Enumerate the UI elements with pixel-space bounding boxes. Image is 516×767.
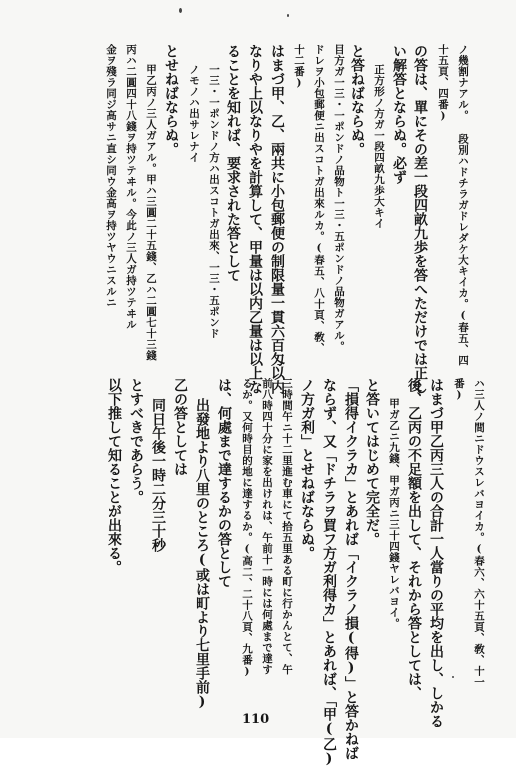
text-column: 同日午後一時二分三十秒	[150, 398, 166, 552]
text-column: 甲ガ乙ニ九錢、甲ガ丙ニ三十四錢ヤレバヨイ。	[388, 398, 400, 629]
ink-speck	[452, 676, 454, 678]
text-column: 前八時四十分に家を出けれは、午前十一時には何處まで達す	[261, 378, 273, 675]
text-column: 「損得イクラカ」とあれば「イクラノ損(得)」と答かねば	[343, 378, 359, 760]
text-column: と答ねばならぬ。	[349, 44, 365, 156]
text-column: ドレヲ小包郵便ニ出スコトガ出來ルカ。(春五、八十頁、敎、	[313, 44, 325, 354]
text-column: 出發地より八里のところ(或は町より七里手前)	[194, 398, 210, 710]
text-column: るか。又何時目的地に達するか。(高二、二十八頁、九番)	[241, 378, 253, 678]
text-column: 十二番)	[293, 44, 305, 90]
text-column: とすべきであらう。	[128, 378, 144, 504]
text-column: とせねばならぬ。	[163, 44, 179, 156]
text-column: なりや上以なりやを計算して、甲量は以内乙量は以上な	[247, 44, 263, 394]
text-column: 金ヲ殘ラ同ジ高サニ直シ同ウ金高ヲ持ツヤウニスルニ	[105, 44, 117, 308]
text-column: 丙ハ二圓四十八錢ヲ持ツテヰル。今此ノ三人ガ持ツテヰル	[125, 44, 137, 330]
text-column: はまづ甲、乙、兩共に小包郵便の制限量一貫六百匁以内	[269, 44, 285, 394]
text-column: ノモノハ出サレナイ	[188, 64, 200, 163]
text-column: ノ幾割ナアル。 段別ハドチラガドレダケ大キイカ。(春五、四	[457, 44, 469, 366]
text-column: はまづ甲乙丙三人の合計一人當りの平均を出し、しかる	[428, 378, 444, 728]
text-column: 以下推して知ることが出來る。	[106, 378, 122, 574]
ink-speck	[287, 14, 289, 17]
text-column: と答いてはじめて完全だ。	[364, 378, 380, 546]
text-column: は、何處まで達するかの答として	[216, 378, 232, 588]
page-number: 110	[242, 712, 270, 727]
text-column: ハ三人ノ間ニドウスレバヨイカ。(春六、六十五頁、敎、十一	[473, 378, 485, 688]
text-column: 目方ガ一三・一ポンドノ品物ト一三・五ポンドノ品物ガアル。	[333, 44, 345, 352]
text-column: ならず、又「ドチラヲ買フ方ガ利得カ」とあれば、「甲(乙)	[321, 378, 337, 767]
text-column: ノ方ガ利」とせねばならぬ。	[299, 378, 315, 560]
text-column: 十五頁、四番)	[437, 44, 449, 123]
text-column: 甲乙丙ノ三人ガアル。甲ハ三圓二十五錢、乙ハ二圓七十三錢	[145, 64, 157, 361]
text-column: 一三・一ポンドノ方ハ出スコトガ出來、一三・五ポンド	[208, 64, 220, 339]
text-column: ることを知れば、要求された答として	[225, 44, 241, 282]
text-column: の答は、單にその差一段四畝九歩を答へただけでは正し	[412, 44, 428, 394]
text-column: 乙の答としては	[172, 378, 188, 476]
text-column: 正方形ノ方ガ一段四畝九歩大キイ	[373, 64, 385, 229]
text-column: い解答とならぬ。必ず	[391, 44, 407, 184]
ink-speck	[179, 8, 182, 13]
text-column: 番)	[453, 378, 465, 402]
text-column: 後、乙丙の不足額を出して、それから答としては、	[406, 378, 422, 700]
text-column: 三時間午ニ十二里進む車にて拾五里ある町に行かんとて、午	[281, 378, 293, 675]
